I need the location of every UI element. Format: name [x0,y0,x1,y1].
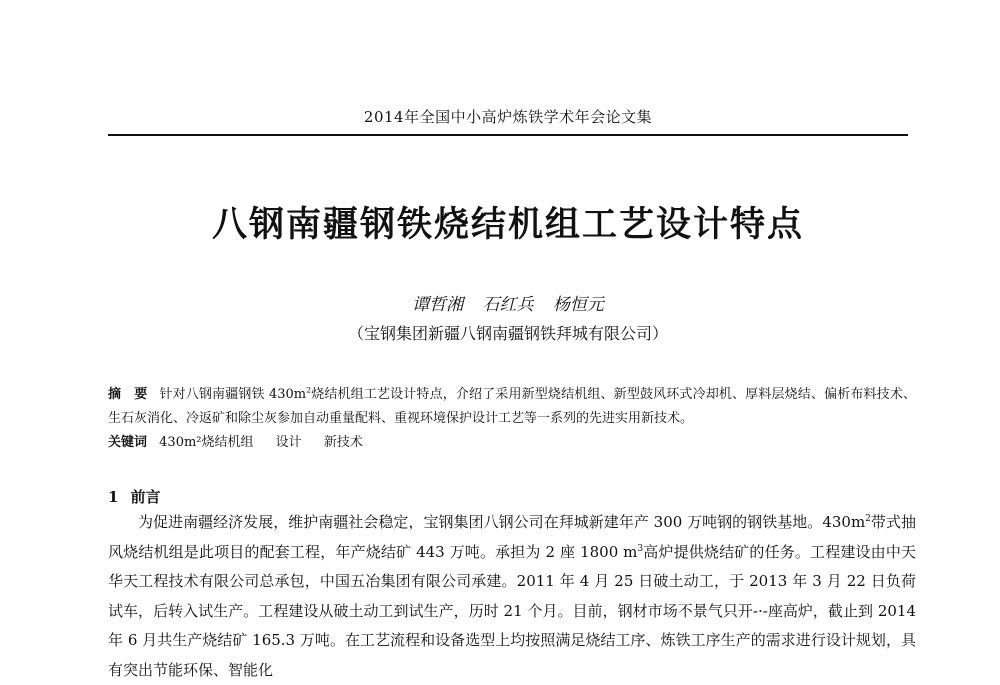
section-title: 前言 [130,488,161,506]
affiliation: （宝钢集团新疆八钢南疆钢铁拜城有限公司） [347,324,668,343]
header-rule [108,134,908,136]
keyword: 设计 [275,435,302,450]
section-heading [108,486,160,507]
abstract-text-cont: 烧结机组工艺设计特点，介绍了采用新型烧结机组、新型鼓风环式冷却机、厚料层烧结、偏析布料技术、生石灰消化、冷返矿和除尘灰参加自动重量配料、重视环境保护设计工艺等一系列的先进实用新技术。 [108,387,916,426]
keywords-label: 关键词 [108,435,148,450]
keywords [108,431,916,455]
author-name: 石红兵 [482,295,534,315]
abstract-text: 针对八钢南疆钢铁 430m [159,387,307,402]
keyword: 新技术 [323,435,363,450]
superscript: 2 [865,514,871,524]
author-list [108,290,908,315]
body-text: 带式抽风烧结机组是此项目的配套工程，年产烧结矿 443 万吨。承担为 2 座 1800 m [108,513,916,561]
superscript: 2 [306,385,312,395]
superscript: 3 [637,543,644,554]
body-text: 高炉提供烧结矿的任务。工程建设由中天华天工程技术有限公司总承包，中国五冶集团有限公司承建。2011 年 4 月 25 日破土动工，于 2013 年 3 月 22 日负荷试车，后转入试生产。工程建设从破土动工到试生产，历时 21 个月。目前，钢材市场不景气只开-·-座高炉，截止到 2014 年 6 月共生产烧结矿 165.3 万吨。在工艺流程和设备选型上均按照满足烧结工序、炼铁工序生产的需求进行设计规划，具有突出节能环保、智能化 [108,542,916,679]
author-name: 谭哲湘 [412,295,464,315]
body-paragraph [108,508,916,685]
body-text: 为促进南疆经济发展，维护南疆社会稳定，宝钢集团八钢公司在拜城新建年产 300 万吨钢的钢铁基地。430m [138,513,866,531]
abstract [108,383,916,431]
paper-title: 八钢南疆钢铁烧结机组工艺设计特点 [211,205,804,245]
abstract-label: 摘 要 [108,387,148,402]
running-header: 2014年全国中小高炉炼铁学术年会论文集 [363,108,653,126]
section-number: 1 [108,488,119,506]
keyword: 430m²烧结机组 [159,435,254,450]
author-name: 杨恒元 [552,295,604,315]
